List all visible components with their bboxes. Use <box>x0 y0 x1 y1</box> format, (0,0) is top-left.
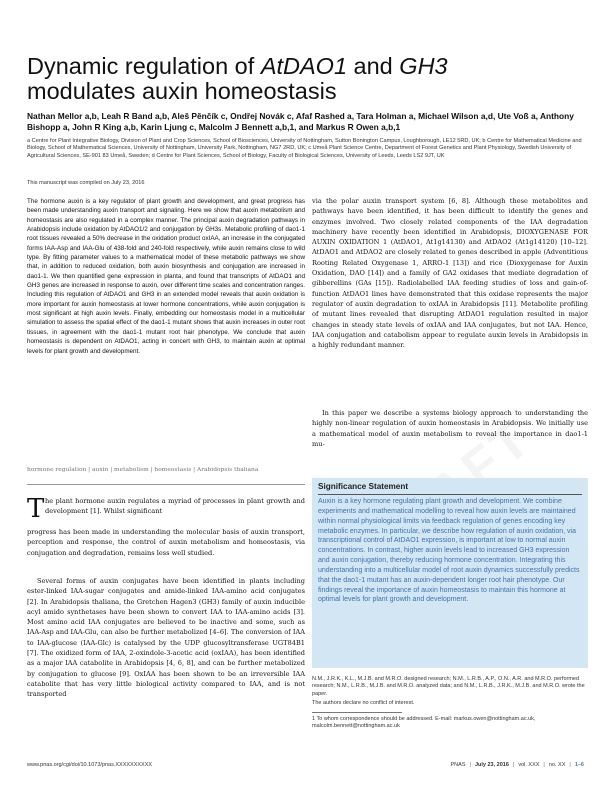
title-gene-gh3: GH3 <box>399 53 448 79</box>
author-list: Nathan Mellor a,b, Leah R Band a,b, Aleš Pěnčík c, Ondřej Novák c, Afaf Rashed a, Tara Holman a, Michael Wilson a,d, Ute Voß a, Anthony Bishopp a, John R King a,b, Karin Ljung c, Malcolm J Bennett a,b,1, and Markus R Owen a,b,1 <box>27 111 574 132</box>
journal-footer <box>451 762 584 768</box>
conflict-statement: The authors declare no conflict of interest. <box>312 700 415 706</box>
affiliations: a Centre for Plant Integrative Biology, Division of Plant and Crop Sciences, School of Biosciences, University of Nottingham, Sutton Bonington Campus, Loughborough, LE12 5RD, UK; b Centre for Mathematical Medicine and Biology, School of Mathematical Sciences, University of Nottingham, University Park, Nottingham, NG7 2RD, UK; c Umeå Plant Science Centre, Department of Forest Genetics and Plant Physiology, Swedish University of Agricultural Sciences, SE-901 83 Umeå, Sweden; d Centre for Plant Sciences, School of Biology, Faculty of Biological Sciences, University of Leeds, Leeds LS2 9JT, UK <box>27 138 582 159</box>
significance-title: Significance Statement <box>318 482 409 491</box>
footer-separator: | <box>512 762 515 768</box>
abstract: The hormone auxin is a key regulator of plant growth and development, and great progress has been made understanding auxin transport and signaling. Here we show that auxin metabolism and homeostasis are also regulated in a complex manner. The principal auxin degradation pathways in Arabidopsis include oxidation by AtDAO1/2 and conjugation by GH3s. Metabolic profiling of dao1-1 root tissues revealed a 50% decrease in the oxidation product oxIAA, an increase in the conjugated forms IAA-Asp and IAA-Glu of 438-fold and 240-fold respectively, while auxin remains close to wild type. By fitting parameter values to a mathematical model of these metabolic pathways we show that, in addition to reduced oxidation, both auxin biosynthesis and conjugation are increased in dao1-1. We then quantified gene expression in planta, and found that transcripts of AtDAO1 and GH3 genes are increased in response to auxin, over different time scales and concentration ranges. Including this regulation of AtDAO1 and GH3 in an extended model reveals that auxin oxidation is more important for auxin homeostasis at lower hormone concentrations, while auxin conjugation is most significant at high auxin levels. Finally, embedding our homeostasis model in a multicellular simulation to assess the spatial effect of the dao1-1 mutant shows that auxin increases in outer root tissues, in agreement with the dao1-1 mutant root hair phenotype. We conclude that auxin homeostasis is dependent on AtDAO1, acting in concert with GH3, to maintain auxin at optimal levels for plant growth and development. <box>27 198 305 355</box>
paper-title: Dynamic regulation of AtDAO1 and GH3 modulates auxin homeostasis <box>27 53 448 104</box>
author-contributions: N.M., J.R.K., K.L., M.J.B. and M.R.O. designed research; N.M., L.R.B., A.P., O.N., A.R. and M.R.O. performed research; N.M., L.R.B., M.J.B. and M.R.O. analyzed data; and N.M., L.R.B., J.R.K., M.J.B. and M.R.O. wrote the paper. <box>312 676 585 697</box>
footer-journal: PNAS <box>450 762 466 768</box>
correspondence-note: 1 To whom correspondence should be addressed. E-mail: markus.owen@nottingham.ac.uk, malcolm.bennett@nottingham.ac.uk <box>312 716 536 730</box>
footer-date: July 23, 2016 <box>474 762 509 768</box>
right-column-paragraph-2: In this paper we describe a systems biology approach to understanding the highly non-linear regulation of auxin homeostasis in Arabidopsis. We initially use a mathematical model of auxin metabolism to reveal the importance in dao1-1 mu- <box>312 409 588 448</box>
footer-volume: vol. XXX <box>518 762 540 768</box>
footer-separator: | <box>569 762 571 768</box>
keywords-divider <box>27 484 305 485</box>
footer-number: no. XX <box>548 762 566 768</box>
drop-cap: T <box>27 494 45 524</box>
footer-separator: | <box>469 762 471 768</box>
footnote-divider <box>312 712 402 713</box>
intro-paragraph-2: Several forms of auxin conjugates have been identified in plants including ester-linked IAA-sugar conjugates and amide-linked IAA-amino acid conjugates [2]. In Arabidopsis thaliana, the Gretchen Hagen3 (GH3) family of auxin inducible acyl amido synthetases have been shown to convert IAA to IAA-amino acids [3]. Most amino acid IAA conjugates are believed to be inactive and some, such as IAA-Asp and IAA-Glu, can also be further metabolized [4–6]. The conversion of IAA to IAA-glucose (IAA-Glc) is catalysed by the UDP glucosyltransferase UGT84B1 [7]. The oxidized form of IAA, 2-oxindole-3-acetic acid (oxIAA), has been identified as a major IAA catabolite in Arabidopsis [4, 6, 8], and can be further metabolized by conjugation to glucose [9]. OxIAA has been shown to be an irreversible IAA catabolite that has very little biological activity compared to IAA, and is not transported <box>27 577 305 699</box>
keywords: hormone regulation | auxin | metabolism | homeostasis | Arabidopsis thaliana <box>27 467 259 473</box>
footer-separator: | <box>543 762 545 768</box>
right-column-paragraph-1: via the polar auxin transport system [6, 8]. Although these metabolites and pathways have been identified, it has been difficult to identify the genes and enzymes involved. Two closely related components of the IAA degradation machinery have recently been identified in Arabidopsis, DIOXYGENASE FOR AUXIN OXIDATION 1 (AtDAO1, At1g14130) and AtDAO2 (At1g14120) [10–12]. AtDAO1 and AtDAO2 are closely related to genes described in apple (Adventitious Rooting Related Oxygenase 1, ARRO-1 [13]) and rice (Dioxygenase for Auxin Oxidation, DAO [14]) and a family of GA2 oxidases that mediate degradation of gibberellins (GAs [15]). Radiolabelled IAA feeding studies of loss and gain-of-function AtDAO1 lines have demonstrated that this oxidase represents the major regulator of auxin degradation to oxIAA in Arabidopsis [11]. Metabolite profiling of mutant lines revealed that disrupting AtDAO1 regulation resulted in major changes in steady state levels of oxIAA and IAA conjugates, but not IAA. Hence, IAA conjugation and catabolism appear to regulate auxin levels in Arabidopsis in a highly redundant manner. <box>312 197 588 350</box>
title-gene-atdao1: AtDAO1 <box>260 53 348 79</box>
doi-link[interactable]: www.pnas.org/cgi/doi/10.1073/pnas.XXXXXXXXXX <box>27 762 153 768</box>
significance-text: Auxin is a key hormone regulating plant growth and development. We combine experiments and mathematical modelling to reveal how auxin levels are maintained within normal physiological limits via feedback regulation of genes encoding key metabolic enzymes. In particular, we describe how regulation of auxin oxidation, via transcriptional control of AtDAO1 expression, is important at low to normal auxin concentrations. In contrast, higher auxin levels lead to increased GH3 expression and auxin conjugation, thereby reducing hormone concentration. Integrating this understanding into a multicellular model of root auxin dynamics successfully predicts that the dao1-1 mutant has an auxin-dependent longer root hair phenotype. Our findings reveal the importance of auxin homeostasis to maintain this hormone at optimal levels for plant growth and development. <box>318 498 580 604</box>
intro-first-lines: he plant hormone auxin regulates a myriad of processes in plant growth and development [1]. Whilst significant <box>45 497 305 516</box>
footer-pages: 1–6 <box>574 762 584 768</box>
intro-paragraph-1: progress has been made in understanding the molecular basis of auxin transport, perception and response, the control of auxin metabolism and homeostasis, via conjugation and degradation, remains less well studied. <box>27 528 305 557</box>
compiled-date: This manuscript was compiled on July 23, 2016 <box>27 180 145 186</box>
significance-divider <box>318 494 582 495</box>
